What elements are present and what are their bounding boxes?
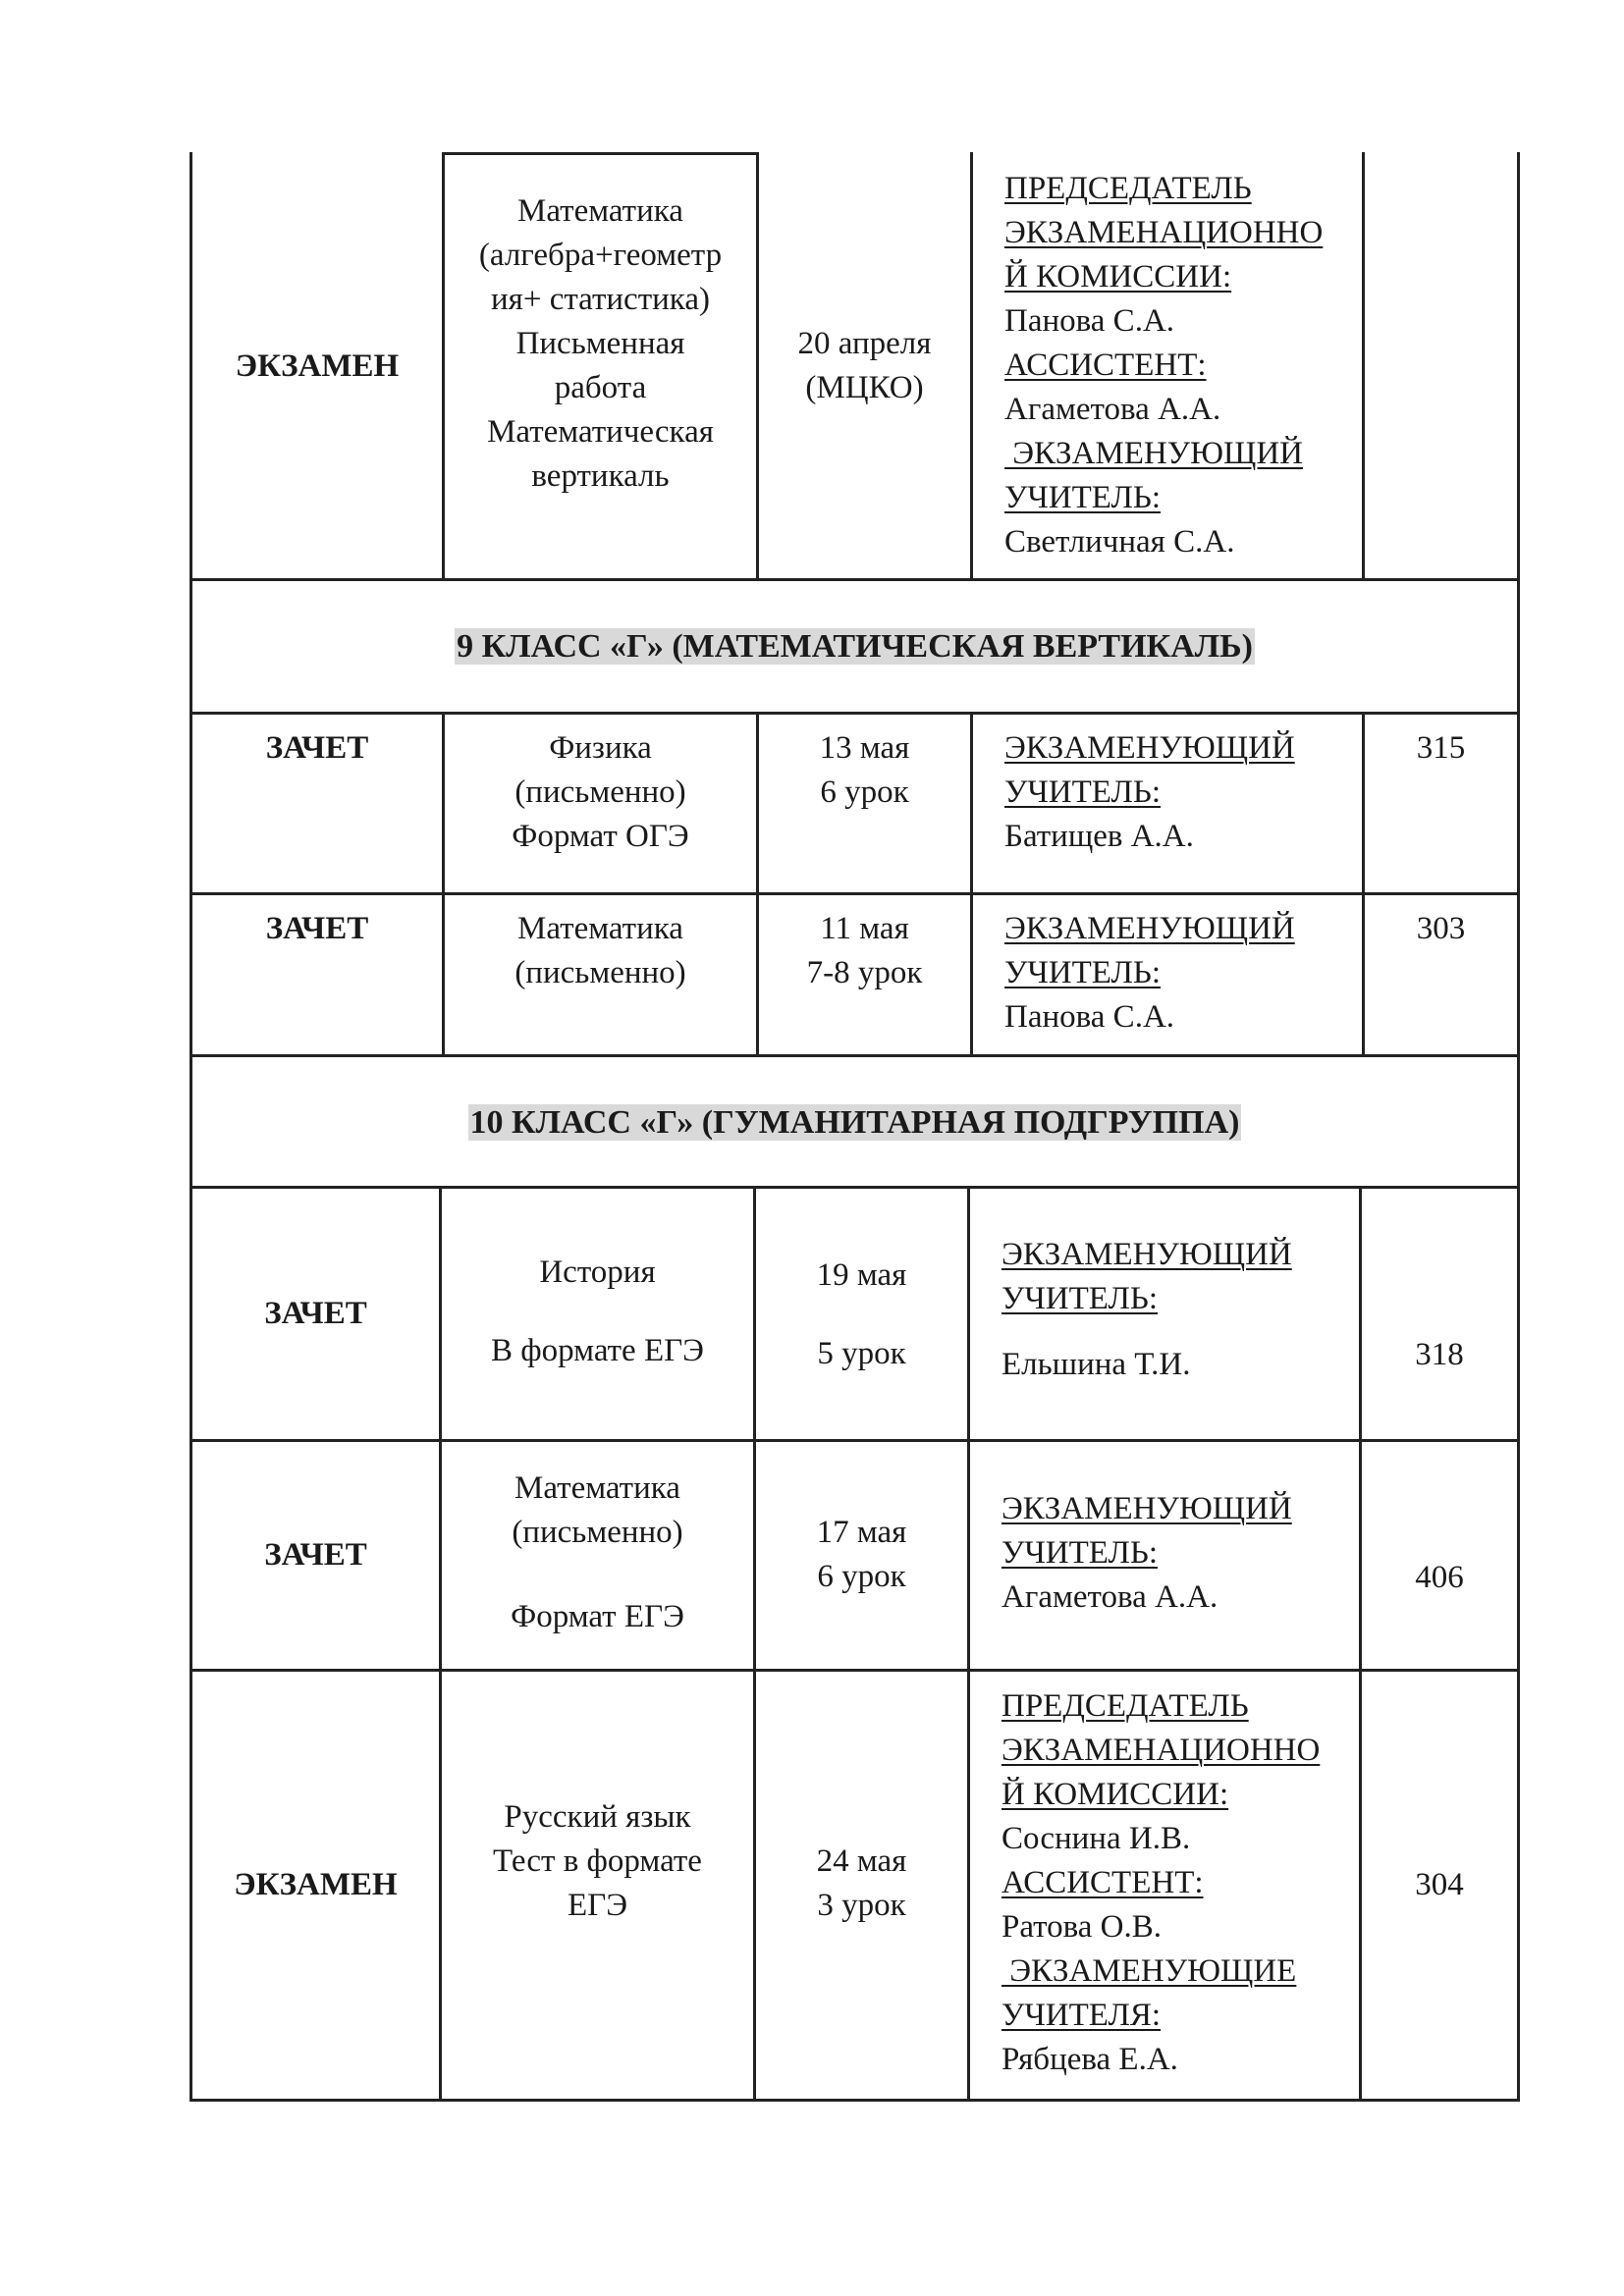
date-line: 20 апреля: [797, 326, 932, 361]
room-number: 318: [1415, 1337, 1464, 1372]
date-line: 13 мая: [819, 730, 910, 766]
commission-line: ЭКЗАМЕНУЮЩИЙ: [1004, 911, 1295, 946]
col-divider: [967, 1188, 970, 2102]
commission-cell: [1004, 167, 1362, 564]
date-line: [756, 1295, 967, 1334]
subject-cell: [442, 1467, 753, 1639]
subject-line: [442, 1555, 753, 1595]
commission-line: ЭКЗАМЕНУЮЩИЙ: [1001, 1491, 1292, 1526]
row-divider: [189, 2099, 1520, 2102]
commission-line: Панова С.А.: [1004, 303, 1175, 339]
row-type-cell: [192, 1442, 439, 1669]
commission-line: ЭКЗАМЕНУЮЩИЙ: [1004, 436, 1303, 471]
commission-line: ЭКЗАМЕНАЦИОННО: [1004, 215, 1324, 250]
subject-line: Физика: [549, 730, 652, 766]
col-divider: [970, 152, 973, 581]
subject-line: работа: [554, 370, 647, 405]
row-type-cell: [192, 155, 442, 578]
commission-line: Светличная С.А.: [1004, 524, 1235, 560]
col-divider: [970, 714, 973, 1056]
subject-line: Математика: [517, 911, 683, 946]
room-cell: [1362, 1556, 1517, 1600]
commission-line: АССИСТЕНТ:: [1001, 1865, 1204, 1900]
subject-line: ия+ статистика): [491, 282, 710, 317]
exam-type: ЭКЗАМЕН: [234, 1867, 398, 1902]
col-divider: [1362, 152, 1365, 581]
commission-line: Й КОМИССИИ:: [1004, 259, 1232, 294]
subject-line: (письменно): [514, 774, 686, 810]
commission-cell: [1001, 1684, 1359, 2082]
date-line: 19 мая: [816, 1257, 907, 1293]
row-divider: [189, 1054, 1520, 1057]
date-cell: [756, 1840, 967, 1928]
commission-line: ПРЕДСЕДАТЕЛЬ: [1004, 171, 1252, 206]
section-heading-grade10: [192, 1100, 1517, 1146]
commission-line: Ратова О.В.: [1001, 1909, 1163, 1945]
subject-line: Математическая: [487, 414, 714, 450]
commission-line: [1001, 1321, 1359, 1343]
commission-line: УЧИТЕЛЬ:: [1004, 480, 1162, 515]
subject-line: ЕГЭ: [567, 1888, 628, 1923]
row-divider: [442, 152, 759, 155]
exam-type: ЗАЧЕТ: [265, 730, 369, 766]
subject-line: Русский язык: [504, 1799, 691, 1835]
commission-line: УЧИТЕЛЬ:: [1001, 1281, 1159, 1316]
date-line: 24 мая: [816, 1843, 907, 1879]
section-title: 9 КЛАСС «Г» (МАТЕМАТИЧЕСКАЯ ВЕРТИКАЛЬ): [457, 628, 1253, 665]
commission-line: УЧИТЕЛЬ:: [1001, 1535, 1159, 1571]
subject-line: Тест в формате: [493, 1843, 702, 1879]
commission-line: Агаметова А.А.: [1001, 1579, 1218, 1615]
subject-line: (алгебра+геометр: [478, 238, 723, 273]
date-line: 3 урок: [817, 1888, 906, 1923]
exam-type: ЗАЧЕТ: [264, 1537, 367, 1573]
date-cell: [759, 907, 970, 995]
section-heading-grade9: [192, 624, 1517, 669]
date-cell: [756, 1511, 967, 1599]
subject-cell: [445, 189, 756, 499]
subject-cell: [445, 726, 756, 859]
commission-line: ЭКЗАМЕНАЦИОННО: [1001, 1733, 1321, 1768]
room-number: 304: [1415, 1867, 1464, 1902]
commission-line: ЭКЗАМЕНУЮЩИЙ: [1001, 1237, 1292, 1272]
row-divider: [189, 712, 1520, 715]
date-line: 6 урок: [817, 1559, 906, 1594]
subject-line: (письменно): [512, 1515, 683, 1550]
commission-line: ЭКЗАМЕНУЮЩИЕ: [1001, 1953, 1297, 1989]
row-type-cell: [192, 1189, 439, 1439]
row-type-cell: [192, 1672, 439, 2099]
col-divider: [1359, 1188, 1362, 2102]
row-type-cell: [192, 907, 442, 951]
commission-cell: [1001, 1487, 1359, 1620]
row-divider: [189, 892, 1520, 895]
date-line: 6 урок: [820, 774, 909, 810]
subject-cell: [442, 1795, 753, 1928]
subject-line: История: [539, 1255, 656, 1290]
date-line: (МЦКО): [805, 370, 924, 405]
date-line: 17 мая: [816, 1515, 907, 1550]
exam-type: ЭКЗАМЕН: [235, 348, 400, 384]
commission-line: АССИСТЕНТ:: [1004, 347, 1207, 383]
date-cell: [759, 322, 970, 410]
commission-line: УЧИТЕЛЯ:: [1001, 1998, 1162, 2033]
commission-line: Агаметова А.А.: [1004, 392, 1221, 427]
commission-line: Ельшина Т.И.: [1001, 1347, 1191, 1382]
exam-type: ЗАЧЕТ: [265, 911, 369, 946]
commission-cell: [1004, 907, 1362, 1040]
date-line: 7-8 урок: [806, 955, 923, 990]
commission-line: Панова С.А.: [1004, 999, 1175, 1035]
subject-line: Математика: [517, 193, 683, 229]
commission-line: Соснина И.В.: [1001, 1821, 1191, 1856]
commission-line: УЧИТЕЛЬ:: [1004, 955, 1162, 990]
subject-line: Формат ЕГЭ: [511, 1599, 684, 1634]
commission-cell: [1004, 726, 1362, 859]
exam-type: ЗАЧЕТ: [264, 1296, 367, 1331]
room-number: 315: [1416, 730, 1466, 766]
subject-line: (письменно): [514, 955, 686, 990]
subject-line: Письменная: [515, 326, 685, 361]
row-divider: [189, 578, 1520, 581]
date-cell: [756, 1255, 967, 1373]
date-cell: [759, 726, 970, 815]
commission-cell: [1001, 1233, 1359, 1387]
commission-line: УЧИТЕЛЬ:: [1004, 774, 1162, 810]
subject-line: вертикаль: [531, 458, 670, 494]
commission-line: Й КОМИССИИ:: [1001, 1777, 1229, 1812]
room-cell: [1362, 1863, 1517, 1907]
room-cell: [1365, 726, 1517, 771]
row-type-cell: [192, 726, 442, 771]
subject-line: В формате ЕГЭ: [491, 1333, 704, 1368]
date-line: 5 урок: [817, 1336, 906, 1371]
room-cell: [1362, 1333, 1517, 1377]
room-number: 303: [1416, 911, 1466, 946]
commission-line: Рябцева Е.А.: [1001, 2042, 1178, 2077]
subject-line: [442, 1292, 753, 1331]
commission-line: ЭКЗАМЕНУЮЩИЙ: [1004, 730, 1295, 766]
subject-cell: [445, 907, 756, 995]
room-cell: [1365, 907, 1517, 951]
subject-line: Математика: [514, 1470, 680, 1506]
subject-line: Формат ОГЭ: [512, 819, 689, 854]
commission-line: Батищев А.А.: [1004, 819, 1194, 854]
section-title: 10 КЛАСС «Г» (ГУМАНИТАРНАЯ ПОДГРУППА): [469, 1104, 1240, 1141]
room-number: 406: [1415, 1560, 1464, 1595]
table-border-right: [1517, 152, 1520, 2102]
subject-cell: [442, 1253, 753, 1370]
date-line: 11 мая: [820, 911, 909, 946]
commission-line: ПРЕДСЕДАТЕЛЬ: [1001, 1688, 1249, 1724]
